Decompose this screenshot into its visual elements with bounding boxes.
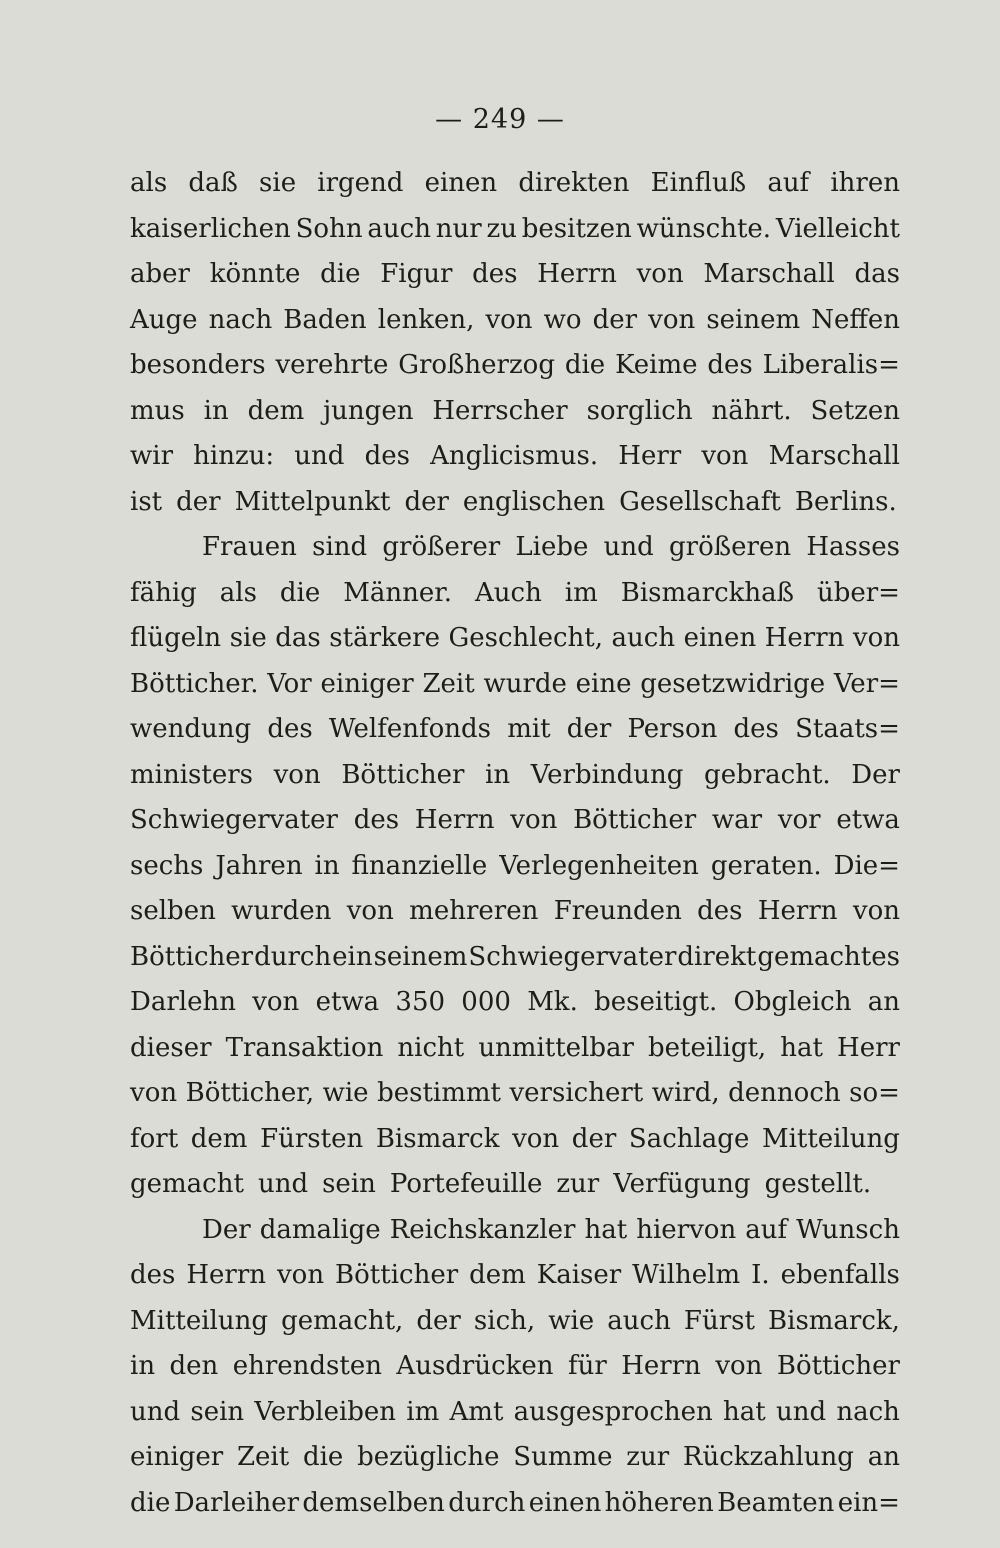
text-line: flügeln sie das stärkere Geschlecht, auch einen Herrn von [130,623,900,653]
text-line: fähig als die Männer. Auch im Bismarckhaß über= [130,577,900,608]
text-line: ministers von Bötticher in Verbindung gebracht. Der [130,759,900,790]
text-line: wir hinzu: und des Anglicismus. Herr von Marschall [130,441,900,471]
text-line: Bötticher. Vor einiger Zeit wurde eine gesetzwidrige Ver= [130,668,900,699]
text-line: einiger Zeit die bezügliche Summe zur Rückzahlung an [130,1442,900,1472]
text-line: des Herrn von Bötticher dem Kaiser Wilhelm I. ebenfalls [130,1260,900,1290]
text-line: aber könnte die Figur des Herrn von Marschall das [130,259,900,289]
text-line: Frauen sind größerer Liebe und größeren Hasses [202,532,900,562]
text-line: sechs Jahren in finanzielle Verlegenheiten geraten. Die= [130,850,900,881]
paragraph [130,1215,900,1534]
text-line: kaiserlichen Sohn auch nur zu besitzen wünschte. Vielleicht [130,213,900,244]
paragraph [130,168,900,532]
text-line: selben wurden von mehreren Freunden des Herrn von [130,896,900,926]
text-line: mus in dem jungen Herrscher sorglich nährt. Setzen [130,395,900,426]
text-line: als daß sie irgend einen direkten Einfluß auf ihren [130,168,900,198]
paragraph [130,532,900,1215]
text-line: ist der Mittelpunkt der englischen Gesellschaft Berlins. [130,486,897,517]
text-line: gemacht und sein Portefeuille zur Verfügung gestellt. [130,1169,872,1199]
text-line: in den ehrendsten Ausdrücken für Herrn von Bötticher [130,1351,900,1381]
text-line: Auge nach Baden lenken, von wo der von seinem Neffen [130,304,900,335]
body-text [130,168,900,1533]
text-line: fort dem Fürsten Bismarck von der Sachlage Mitteilung [130,1123,900,1154]
text-line: Schwiegervater des Herrn von Bötticher war vor etwa [130,805,900,835]
text-line: von Bötticher, wie bestimmt versichert wird, dennoch so= [130,1078,900,1108]
text-line: Der damalige Reichskanzler hat hiervon auf Wunsch [202,1214,900,1245]
text-line: besonders verehrte Großherzog die Keime des Liberalis= [130,350,900,380]
text-line: Bötticher durch ein seinem Schwiegervater direkt gemachtes [130,941,900,972]
text-line: dieser Transaktion nicht unmittelbar beteiligt, hat Herr [130,1032,900,1063]
text-line: die Darleiher demselben durch einen höheren Beamten ein= [130,1487,900,1518]
text-line: und sein Verbleiben im Amt ausgesprochen hat und nach [130,1396,900,1427]
text-line: Mitteilung gemacht, der sich, wie auch Fürst Bismarck, [130,1305,900,1336]
text-line: wendung des Welfenfonds mit der Person des Staats= [130,714,900,744]
text-line: Darlehn von etwa 350 000 Mk. beseitigt. Obgleich an [130,987,900,1017]
page-number: — 249 — [435,104,565,135]
